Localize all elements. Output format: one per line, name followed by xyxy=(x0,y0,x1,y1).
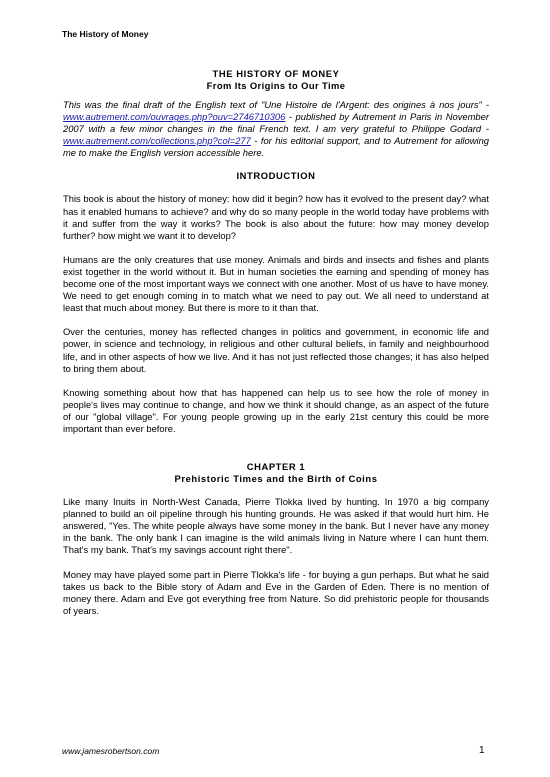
introduction-paragraph: Over the centuries, money has reflected changes in politics and government, in economic life and power, in science and technology, in religious and other cultural beliefs, in family and neighbourhood life, and in other aspects of how we live. And it has not just reflected those changes; it has also helped to bring them about. xyxy=(63,326,489,374)
page-number: 1 xyxy=(479,745,485,756)
introduction-paragraph: Humans are the only creatures that use money. Animals and birds and insects and fishes and plants exist together in the world without it. But in human societies the earning and spending of money has become one of the most important ways we connect with one another. Most of us have to have money. We need to get enough coming in to match what we need to pay out. We all need to understand at least that much about money. But there is more to it than that. xyxy=(63,253,489,314)
intro-note xyxy=(63,99,489,159)
chapter-label: CHAPTER 1 xyxy=(246,461,306,473)
footer-url: www.jamesrobertson.com xyxy=(62,746,160,756)
title-block xyxy=(63,68,489,92)
ouvrages-link[interactable]: www.autrement.com/ouvrages.php?ouv=2746710306 xyxy=(63,111,286,123)
intro-note-text-1: This was the final draft of the English text of "Une Histoire de l'Argent: des origines à nos jours" - xyxy=(63,99,489,110)
chapter-heading xyxy=(63,461,489,485)
document-subtitle: From Its Origins to Our Time xyxy=(206,80,346,91)
document-title: THE HISTORY OF MONEY xyxy=(212,68,340,79)
chapter-paragraph: Money may have played some part in Pierre Tlokka's life - for buying a gun perhaps. But what he said takes us back to the Bible story of Adam and Eve in the Garden of Eden. There is no mention of money there. Adam and Eve got everything free from Nature. So did prehistoric people for thousands of years. xyxy=(63,568,489,616)
page-body xyxy=(63,68,489,617)
collections-link[interactable]: www.autrement.com/collections.php?col=277 xyxy=(63,135,251,147)
running-header: The History of Money xyxy=(62,29,149,39)
chapter-paragraph: Like many Inuits in North-West Canada, Pierre Tlokka lived by hunting. In 1970 a big company planned to build an oil pipeline through his hunting grounds. He was asked if that would hurt him. He answered, "Yes. The white people always have some money in the bank. But I never have any money in the bank. The only bank I can imagine is the wild animals living in Nature where I can hunt them. That's my bank. That's my savings account right there". xyxy=(63,496,489,556)
introduction-paragraph: This book is about the history of money: how did it begin? how has it evolved to the present day? what has it enabled humans to achieve? and why do so many people in the world today have problems with it and suffer from the way it works? The book is also about the future: how may money develop further? how might we want it to develop? xyxy=(63,193,489,241)
introduction-heading: INTRODUCTION xyxy=(236,170,316,182)
intro-note-text-3: - for his editorial support, and to Autrement for allowing me to make the English version accessible here. xyxy=(63,135,489,159)
chapter-title: Prehistoric Times and the Birth of Coins xyxy=(174,473,378,485)
introduction-paragraph: Knowing something about how that has happened can help us to see how the role of money in people's lives may continue to change, and how we think it should change, as an aspect of the future of our "global village". For young people growing up in the early 21st century this could be more important than ever before. xyxy=(63,386,489,434)
intro-note-text-2: - published by Autrement in Paris in November 2007 with a few minor changes in the final French text. I am very grateful to Philippe Godard - xyxy=(63,111,489,135)
